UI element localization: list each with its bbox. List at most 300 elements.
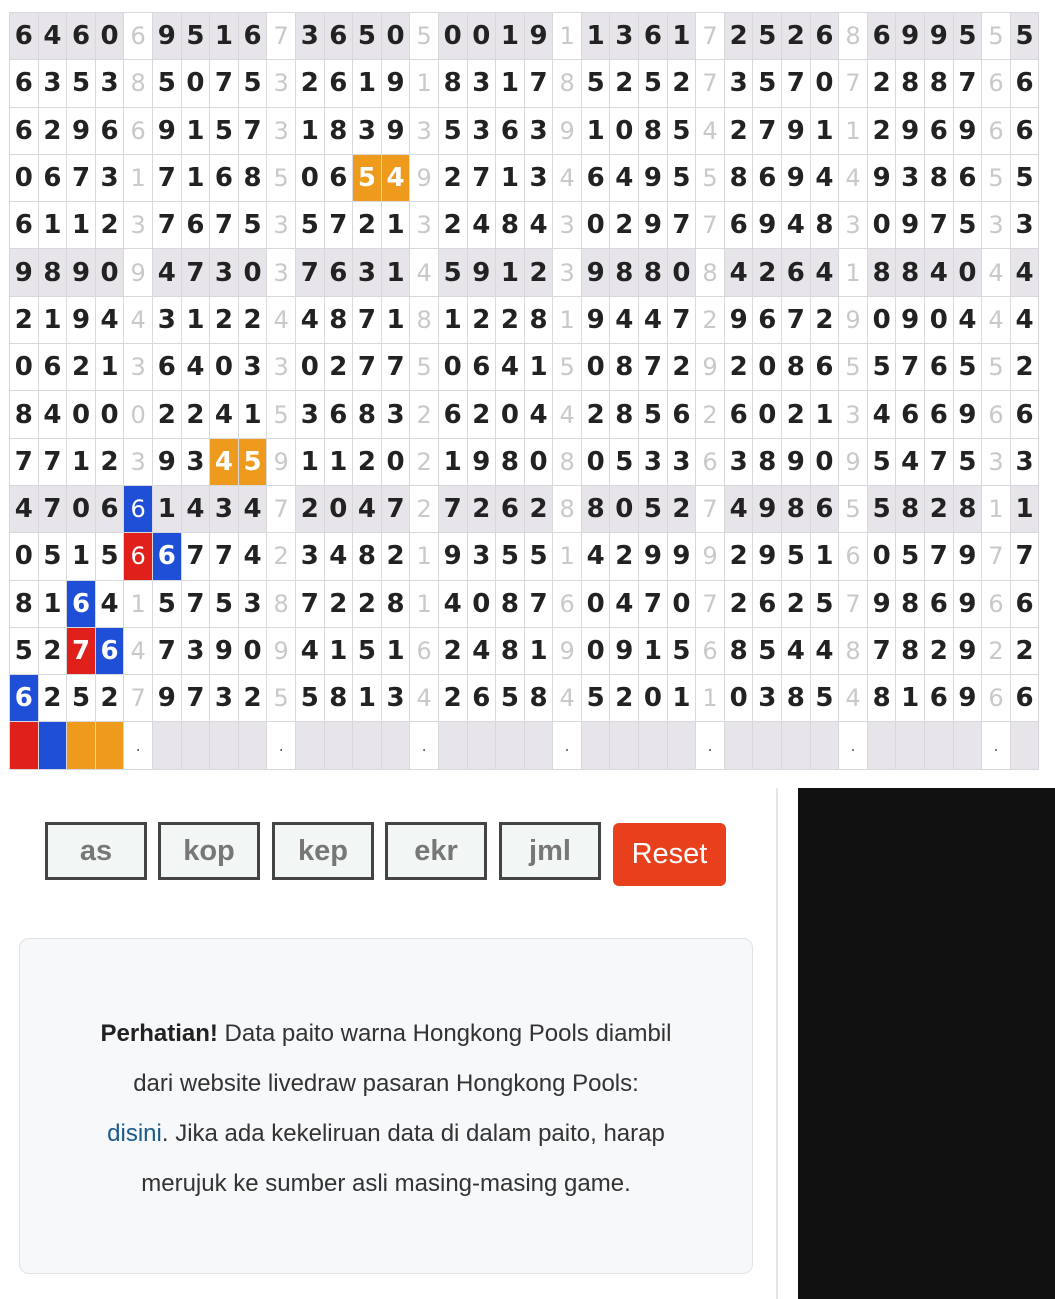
digit-cell[interactable]: 6: [181, 202, 210, 249]
digit-cell[interactable]: 3: [1010, 438, 1039, 485]
digit-cell[interactable]: 9: [667, 533, 696, 580]
source-link[interactable]: disini: [107, 1120, 162, 1147]
digit-cell[interactable]: 5: [867, 344, 896, 391]
digit-cell[interactable]: 0: [467, 13, 496, 60]
digit-cell[interactable]: 6: [67, 580, 96, 627]
digit-cell[interactable]: 7: [152, 627, 181, 674]
digit-cell[interactable]: 8: [496, 438, 525, 485]
digit-cell[interactable]: 9: [67, 296, 96, 343]
digit-cell[interactable]: 4: [782, 627, 811, 674]
digit-cell[interactable]: 6: [210, 154, 239, 201]
digit-cell[interactable]: 1: [639, 627, 668, 674]
digit-cell[interactable]: 5: [753, 60, 782, 107]
digit-cell[interactable]: 0: [210, 344, 239, 391]
digit-cell[interactable]: 2: [724, 107, 753, 154]
digit-cell[interactable]: 5: [524, 533, 553, 580]
digit-cell[interactable]: 3: [95, 60, 124, 107]
digit-cell[interactable]: 8: [896, 627, 925, 674]
digit-cell[interactable]: 6: [467, 344, 496, 391]
digit-cell[interactable]: 8: [639, 249, 668, 296]
digit-cell[interactable]: 9: [152, 13, 181, 60]
digit-cell[interactable]: 7: [38, 485, 67, 532]
digit-cell[interactable]: 5: [353, 154, 382, 201]
digit-cell[interactable]: 2: [524, 485, 553, 532]
digit-cell[interactable]: 2: [753, 249, 782, 296]
digit-cell[interactable]: 6: [724, 202, 753, 249]
digit-cell[interactable]: 8: [353, 533, 382, 580]
digit-cell[interactable]: 7: [953, 60, 982, 107]
digit-cell[interactable]: 7: [896, 344, 925, 391]
digit-cell[interactable]: 5: [38, 533, 67, 580]
digit-cell[interactable]: 2: [467, 391, 496, 438]
digit-cell[interactable]: 1: [810, 533, 839, 580]
digit-cell[interactable]: 0: [724, 675, 753, 722]
digit-cell[interactable]: 6: [324, 13, 353, 60]
digit-cell[interactable]: 6: [925, 675, 954, 722]
digit-cell[interactable]: 9: [782, 438, 811, 485]
digit-cell[interactable]: 7: [639, 580, 668, 627]
digit-cell[interactable]: 8: [324, 107, 353, 154]
digit-cell[interactable]: 2: [324, 580, 353, 627]
digit-cell[interactable]: 1: [38, 580, 67, 627]
digit-cell[interactable]: 9: [896, 13, 925, 60]
digit-cell[interactable]: 9: [524, 13, 553, 60]
digit-cell[interactable]: 4: [238, 533, 267, 580]
digit-cell[interactable]: 3: [181, 627, 210, 674]
digit-cell[interactable]: 1: [438, 296, 467, 343]
digit-cell[interactable]: 3: [467, 533, 496, 580]
digit-cell[interactable]: 4: [295, 627, 324, 674]
digit-cell[interactable]: 2: [381, 533, 410, 580]
digit-cell[interactable]: 9: [896, 107, 925, 154]
digit-cell[interactable]: 7: [181, 533, 210, 580]
digit-cell[interactable]: 5: [438, 107, 467, 154]
picker-cell[interactable]: [467, 722, 496, 769]
digit-cell[interactable]: 2: [867, 60, 896, 107]
digit-cell[interactable]: 5: [639, 60, 668, 107]
digit-cell[interactable]: 5: [1010, 13, 1039, 60]
digit-cell[interactable]: 4: [1010, 296, 1039, 343]
picker-cell[interactable]: [496, 722, 525, 769]
digit-cell[interactable]: 6: [496, 485, 525, 532]
digit-cell[interactable]: 9: [152, 675, 181, 722]
digit-cell[interactable]: 0: [67, 391, 96, 438]
digit-cell[interactable]: 8: [953, 485, 982, 532]
digit-cell[interactable]: 4: [953, 296, 982, 343]
digit-cell[interactable]: 3: [896, 154, 925, 201]
digit-cell[interactable]: 5: [10, 627, 39, 674]
digit-cell[interactable]: 6: [95, 627, 124, 674]
digit-cell[interactable]: 7: [181, 249, 210, 296]
digit-cell[interactable]: 9: [467, 249, 496, 296]
picker-cell[interactable]: [438, 722, 467, 769]
digit-cell[interactable]: 2: [238, 296, 267, 343]
digit-cell[interactable]: 9: [953, 533, 982, 580]
digit-cell[interactable]: 2: [38, 675, 67, 722]
digit-cell[interactable]: 3: [210, 485, 239, 532]
digit-cell[interactable]: 0: [581, 627, 610, 674]
digit-cell[interactable]: 5: [67, 675, 96, 722]
digit-cell[interactable]: 7: [524, 60, 553, 107]
digit-cell[interactable]: 3: [381, 391, 410, 438]
digit-cell[interactable]: 2: [438, 675, 467, 722]
picker-cell[interactable]: [524, 722, 553, 769]
picker-cell[interactable]: [324, 722, 353, 769]
picker-cell[interactable]: [867, 722, 896, 769]
picker-cell[interactable]: [210, 722, 239, 769]
digit-cell[interactable]: 7: [867, 627, 896, 674]
digit-cell[interactable]: 2: [810, 296, 839, 343]
digit-cell[interactable]: 7: [925, 438, 954, 485]
digit-cell[interactable]: 3: [38, 60, 67, 107]
digit-cell[interactable]: 0: [581, 580, 610, 627]
digit-cell[interactable]: 1: [810, 391, 839, 438]
digit-cell[interactable]: 1: [381, 296, 410, 343]
digit-cell[interactable]: 5: [353, 13, 382, 60]
digit-cell[interactable]: 6: [925, 107, 954, 154]
digit-cell[interactable]: 8: [10, 391, 39, 438]
digit-cell[interactable]: 2: [38, 107, 67, 154]
digit-cell[interactable]: 6: [95, 485, 124, 532]
digit-cell[interactable]: 2: [438, 202, 467, 249]
digit-cell[interactable]: 2: [324, 344, 353, 391]
digit-cell[interactable]: 5: [496, 675, 525, 722]
digit-cell[interactable]: 6: [438, 391, 467, 438]
digit-cell[interactable]: 6: [238, 13, 267, 60]
digit-cell[interactable]: 4: [925, 249, 954, 296]
digit-cell[interactable]: 0: [867, 202, 896, 249]
digit-cell[interactable]: 6: [581, 154, 610, 201]
digit-cell[interactable]: 4: [210, 438, 239, 485]
digit-cell[interactable]: 6: [925, 344, 954, 391]
digit-cell[interactable]: 3: [381, 675, 410, 722]
digit-cell[interactable]: 4: [810, 627, 839, 674]
digit-cell[interactable]: 8: [610, 391, 639, 438]
digit-cell[interactable]: 0: [867, 533, 896, 580]
digit-cell[interactable]: 6: [10, 60, 39, 107]
digit-cell[interactable]: 9: [953, 675, 982, 722]
digit-cell[interactable]: 2: [438, 627, 467, 674]
color-swatch[interactable]: [10, 722, 39, 769]
digit-cell[interactable]: 4: [867, 391, 896, 438]
digit-cell[interactable]: 5: [810, 580, 839, 627]
digit-cell[interactable]: 8: [724, 627, 753, 674]
digit-cell[interactable]: 8: [896, 249, 925, 296]
digit-cell[interactable]: 3: [1010, 202, 1039, 249]
digit-cell[interactable]: 0: [610, 107, 639, 154]
digit-cell[interactable]: 9: [467, 438, 496, 485]
digit-cell[interactable]: 8: [381, 580, 410, 627]
digit-cell[interactable]: 3: [152, 296, 181, 343]
digit-cell[interactable]: 8: [610, 344, 639, 391]
digit-cell[interactable]: 7: [210, 60, 239, 107]
digit-cell[interactable]: 3: [295, 533, 324, 580]
digit-cell[interactable]: 7: [782, 60, 811, 107]
digit-cell[interactable]: 5: [896, 533, 925, 580]
digit-cell[interactable]: 3: [353, 249, 382, 296]
picker-cell[interactable]: [581, 722, 610, 769]
digit-cell[interactable]: 7: [324, 202, 353, 249]
digit-cell[interactable]: 2: [95, 202, 124, 249]
digit-cell[interactable]: 5: [867, 438, 896, 485]
digit-cell[interactable]: 5: [753, 627, 782, 674]
digit-cell[interactable]: 1: [324, 438, 353, 485]
digit-cell[interactable]: 7: [667, 296, 696, 343]
picker-cell[interactable]: [753, 722, 782, 769]
digit-cell[interactable]: 3: [467, 60, 496, 107]
digit-cell[interactable]: 9: [753, 485, 782, 532]
digit-cell[interactable]: 6: [753, 580, 782, 627]
digit-cell[interactable]: 0: [496, 391, 525, 438]
digit-cell[interactable]: 3: [724, 60, 753, 107]
digit-cell[interactable]: 9: [610, 627, 639, 674]
digit-cell[interactable]: 2: [152, 391, 181, 438]
digit-cell[interactable]: 2: [353, 580, 382, 627]
digit-cell[interactable]: 5: [667, 154, 696, 201]
digit-cell[interactable]: 0: [95, 13, 124, 60]
digit-cell[interactable]: 7: [152, 154, 181, 201]
digit-cell[interactable]: 4: [581, 533, 610, 580]
digit-cell[interactable]: 1: [295, 438, 324, 485]
digit-cell[interactable]: 4: [381, 154, 410, 201]
digit-cell[interactable]: 7: [67, 627, 96, 674]
digit-cell[interactable]: 3: [210, 675, 239, 722]
digit-cell[interactable]: 1: [181, 154, 210, 201]
digit-cell[interactable]: 1: [38, 202, 67, 249]
digit-cell[interactable]: 6: [810, 13, 839, 60]
digit-cell[interactable]: 5: [581, 675, 610, 722]
digit-cell[interactable]: 0: [810, 438, 839, 485]
digit-cell[interactable]: 3: [753, 675, 782, 722]
digit-cell[interactable]: 1: [581, 107, 610, 154]
digit-cell[interactable]: 3: [524, 107, 553, 154]
digit-cell[interactable]: 8: [10, 580, 39, 627]
digit-cell[interactable]: 0: [810, 60, 839, 107]
digit-cell[interactable]: 6: [324, 60, 353, 107]
digit-cell[interactable]: 7: [353, 296, 382, 343]
digit-cell[interactable]: 5: [639, 391, 668, 438]
digit-cell[interactable]: 4: [467, 627, 496, 674]
digit-cell[interactable]: 6: [10, 13, 39, 60]
digit-cell[interactable]: 7: [238, 107, 267, 154]
digit-cell[interactable]: 5: [953, 202, 982, 249]
digit-cell[interactable]: 1: [238, 391, 267, 438]
digit-cell[interactable]: 5: [1010, 154, 1039, 201]
digit-cell[interactable]: 0: [238, 627, 267, 674]
digit-cell[interactable]: 2: [782, 580, 811, 627]
digit-cell[interactable]: 9: [953, 580, 982, 627]
digit-cell[interactable]: 1: [38, 296, 67, 343]
digit-cell[interactable]: 2: [925, 627, 954, 674]
digit-cell[interactable]: 2: [467, 485, 496, 532]
digit-cell[interactable]: 2: [610, 675, 639, 722]
digit-cell[interactable]: 8: [867, 675, 896, 722]
digit-cell[interactable]: 3: [667, 438, 696, 485]
digit-cell[interactable]: 5: [353, 627, 382, 674]
digit-cell[interactable]: 9: [581, 249, 610, 296]
digit-cell[interactable]: 1: [295, 107, 324, 154]
kep-button[interactable]: kep: [272, 822, 374, 880]
digit-cell[interactable]: 3: [295, 13, 324, 60]
digit-cell[interactable]: 4: [353, 485, 382, 532]
digit-cell[interactable]: 7: [381, 485, 410, 532]
color-swatch[interactable]: [95, 722, 124, 769]
digit-cell[interactable]: 3: [524, 154, 553, 201]
digit-cell[interactable]: 8: [782, 675, 811, 722]
digit-cell[interactable]: 8: [782, 344, 811, 391]
digit-cell[interactable]: 5: [295, 675, 324, 722]
digit-cell[interactable]: 2: [724, 344, 753, 391]
digit-cell[interactable]: 6: [324, 391, 353, 438]
digit-cell[interactable]: 9: [782, 154, 811, 201]
digit-cell[interactable]: 8: [496, 627, 525, 674]
digit-cell[interactable]: 6: [724, 391, 753, 438]
digit-cell[interactable]: 0: [238, 249, 267, 296]
digit-cell[interactable]: 7: [925, 533, 954, 580]
digit-cell[interactable]: 2: [610, 533, 639, 580]
picker-cell[interactable]: [381, 722, 410, 769]
digit-cell[interactable]: 7: [210, 533, 239, 580]
digit-cell[interactable]: 9: [639, 154, 668, 201]
digit-cell[interactable]: 0: [181, 60, 210, 107]
picker-cell[interactable]: [353, 722, 382, 769]
reset-button[interactable]: Reset: [613, 823, 726, 886]
digit-cell[interactable]: 9: [152, 107, 181, 154]
digit-cell[interactable]: 4: [610, 580, 639, 627]
digit-cell[interactable]: 2: [295, 60, 324, 107]
digit-cell[interactable]: 2: [724, 13, 753, 60]
digit-cell[interactable]: 1: [496, 13, 525, 60]
digit-cell[interactable]: 4: [782, 202, 811, 249]
digit-cell[interactable]: 2: [67, 344, 96, 391]
digit-cell[interactable]: 2: [782, 391, 811, 438]
digit-cell[interactable]: 4: [438, 580, 467, 627]
digit-cell[interactable]: 6: [810, 485, 839, 532]
digit-cell[interactable]: 2: [782, 13, 811, 60]
digit-cell[interactable]: 6: [38, 344, 67, 391]
digit-cell[interactable]: 8: [896, 485, 925, 532]
digit-cell[interactable]: 6: [67, 13, 96, 60]
digit-cell[interactable]: 9: [10, 249, 39, 296]
digit-cell[interactable]: 6: [1010, 107, 1039, 154]
digit-cell[interactable]: 6: [953, 154, 982, 201]
digit-cell[interactable]: 6: [1010, 580, 1039, 627]
digit-cell[interactable]: 4: [724, 249, 753, 296]
digit-cell[interactable]: 2: [724, 533, 753, 580]
digit-cell[interactable]: 8: [353, 391, 382, 438]
digit-cell[interactable]: 5: [238, 438, 267, 485]
ekr-button[interactable]: ekr: [385, 822, 487, 880]
digit-cell[interactable]: 5: [210, 580, 239, 627]
digit-cell[interactable]: 7: [467, 154, 496, 201]
digit-cell[interactable]: 6: [925, 580, 954, 627]
digit-cell[interactable]: 5: [867, 485, 896, 532]
digit-cell[interactable]: 4: [810, 249, 839, 296]
digit-cell[interactable]: 0: [753, 391, 782, 438]
digit-cell[interactable]: 0: [381, 438, 410, 485]
digit-cell[interactable]: 6: [10, 675, 39, 722]
digit-cell[interactable]: 1: [496, 249, 525, 296]
digit-cell[interactable]: 8: [753, 438, 782, 485]
digit-cell[interactable]: 6: [1010, 675, 1039, 722]
digit-cell[interactable]: 2: [181, 391, 210, 438]
digit-cell[interactable]: 9: [953, 107, 982, 154]
digit-cell[interactable]: 8: [810, 202, 839, 249]
digit-cell[interactable]: 9: [753, 202, 782, 249]
digit-cell[interactable]: 8: [38, 249, 67, 296]
digit-cell[interactable]: 5: [581, 60, 610, 107]
digit-cell[interactable]: 5: [810, 675, 839, 722]
digit-cell[interactable]: 6: [496, 107, 525, 154]
digit-cell[interactable]: 1: [381, 202, 410, 249]
digit-cell[interactable]: 1: [496, 60, 525, 107]
digit-cell[interactable]: 7: [639, 344, 668, 391]
digit-cell[interactable]: 6: [38, 154, 67, 201]
digit-cell[interactable]: 1: [896, 675, 925, 722]
digit-cell[interactable]: 0: [381, 13, 410, 60]
digit-cell[interactable]: 4: [38, 391, 67, 438]
digit-cell[interactable]: 1: [524, 627, 553, 674]
picker-cell[interactable]: [724, 722, 753, 769]
digit-cell[interactable]: 4: [524, 202, 553, 249]
digit-cell[interactable]: 1: [667, 13, 696, 60]
digit-cell[interactable]: 2: [524, 249, 553, 296]
digit-cell[interactable]: 7: [67, 154, 96, 201]
digit-cell[interactable]: 9: [867, 580, 896, 627]
digit-cell[interactable]: 5: [152, 60, 181, 107]
digit-cell[interactable]: 9: [438, 533, 467, 580]
digit-cell[interactable]: 3: [467, 107, 496, 154]
digit-cell[interactable]: 4: [95, 296, 124, 343]
digit-cell[interactable]: 6: [896, 391, 925, 438]
digit-cell[interactable]: 6: [810, 344, 839, 391]
digit-cell[interactable]: 2: [1010, 627, 1039, 674]
digit-cell[interactable]: 0: [953, 249, 982, 296]
digit-cell[interactable]: 1: [67, 202, 96, 249]
digit-cell[interactable]: 7: [353, 344, 382, 391]
digit-cell[interactable]: 0: [667, 580, 696, 627]
digit-cell[interactable]: 3: [639, 438, 668, 485]
digit-cell[interactable]: 8: [496, 202, 525, 249]
digit-cell[interactable]: 2: [925, 485, 954, 532]
digit-cell[interactable]: 1: [181, 296, 210, 343]
digit-cell[interactable]: 9: [896, 296, 925, 343]
digit-cell[interactable]: 5: [667, 107, 696, 154]
digit-cell[interactable]: 1: [67, 438, 96, 485]
digit-cell[interactable]: 2: [10, 296, 39, 343]
digit-cell[interactable]: 7: [667, 202, 696, 249]
digit-cell[interactable]: 6: [1010, 391, 1039, 438]
digit-cell[interactable]: 9: [381, 107, 410, 154]
digit-cell[interactable]: 2: [467, 296, 496, 343]
digit-cell[interactable]: 4: [610, 296, 639, 343]
picker-cell[interactable]: [238, 722, 267, 769]
digit-cell[interactable]: 1: [95, 344, 124, 391]
digit-cell[interactable]: 6: [95, 107, 124, 154]
digit-cell[interactable]: 0: [610, 485, 639, 532]
digit-cell[interactable]: 8: [324, 675, 353, 722]
digit-cell[interactable]: 5: [238, 202, 267, 249]
digit-cell[interactable]: 5: [953, 344, 982, 391]
digit-cell[interactable]: 7: [753, 107, 782, 154]
digit-cell[interactable]: 4: [295, 296, 324, 343]
digit-cell[interactable]: 6: [467, 675, 496, 722]
digit-cell[interactable]: 8: [782, 485, 811, 532]
digit-cell[interactable]: 5: [210, 107, 239, 154]
digit-cell[interactable]: 2: [210, 296, 239, 343]
picker-cell[interactable]: [925, 722, 954, 769]
digit-cell[interactable]: 3: [610, 13, 639, 60]
